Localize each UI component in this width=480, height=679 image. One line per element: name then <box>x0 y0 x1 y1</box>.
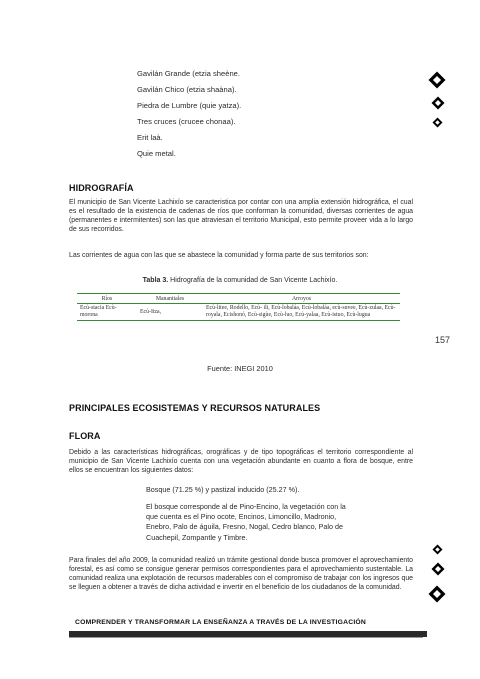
flora-paragraph: Debido a las características hidrográficas, orográficas y de tipo topográficas el territorio correspondiente al municipio de San Vicente Lachixío cuenta con una vegetación abundante en cuanto a flora de bosque, entre ellos se encuentran los siguientes datos: <box>69 449 413 474</box>
section-heading-ecosistemas: PRINCIPALES ECOSISTEMAS Y RECURSOS NATURALES <box>69 403 321 413</box>
diamond-ornament-icon <box>428 585 446 603</box>
table-caption <box>0 277 480 284</box>
flora-item: Bosque (71.25 %) y pastizal inducido (25.27 %). <box>146 485 300 494</box>
section-heading-hidrografia: HIDROGRAFÍA <box>69 183 134 193</box>
diamond-ornament-icon <box>431 562 445 576</box>
flora-paragraph-2: Para finales del año 2009, la comunidad realizó un trámite gestional donde busca promover el aprovechamiento forestal, es así como se consigue generar permisos correspondientes para el aprovechamiento sustentable. La comunidad realiza una explotación de recursos maderables con el compromiso de trabajar con los ingresos que se lleguen a obtener a través de dicha actividad e invertir en el beneficio de los ciudadanos de la comunidad. <box>69 557 413 591</box>
list-item: Quie metal. <box>137 149 176 158</box>
list-item: Tres cruces (crucee chonaa). <box>137 117 236 126</box>
list-item: Erit laà. <box>137 133 163 142</box>
hydrography-table <box>77 293 400 321</box>
hidrografia-paragraph-2: Las corrientes de agua con las que se abastece la comunidad y forma parte de sus territorios son: <box>69 252 369 259</box>
table-caption-text: Hidrografía de la comunidad de San Vicente Lachixío. <box>168 277 338 284</box>
diamond-ornament-icon <box>431 96 445 110</box>
table-cell-arroyos: Ecù-litee, Rodello, Ecù- ili, Ecù-lobaláa, Ecù-lobaláa, ecù-suvee, Ecù-zulaa, Ecù-royala, Ecishonó, Ecù-sigùe, Ecù-luo, Ecù-yalaa, Ecù-istuo, Ecù-lugua <box>203 304 400 321</box>
list-item: Piedra de Lumbre (quie yatza). <box>137 101 242 110</box>
flora-item: El bosque corresponde al de Pino-Encino, la vegetación con la que cuenta es el Pino ocote, Encinos, Limoncillo, Madronio, Enebro, Palo de águila, Fresno, Nogal, Cedro blanco, Palo de Cuachepil, Zompantle y Timbre. <box>146 502 346 542</box>
hidrografia-paragraph: El municipio de San Vicente Lachixío se caracteristica por contar con una amplia extensión hidrográfica, el cual es el resultado de la existencia de cadenas de ríos que conforman la comunidad, diversas corrientes de agua (permanentes e intermitentes) son las que atraviesan el territorio Municipal, esto permite proveer vida a lo largo de sus recorridos. <box>69 199 413 233</box>
diamond-ornament-icon <box>432 117 443 128</box>
table-header-row <box>77 294 400 304</box>
places-list <box>137 66 241 162</box>
page-number: 157 <box>435 335 451 345</box>
table-source: Fuente: INEGI 2010 <box>207 364 273 373</box>
diamond-ornament-icon <box>432 544 443 555</box>
table-cell-rios: Ecù-stacia Ecù-morona <box>77 304 137 321</box>
table-cell-manantiales: Ecù-Itza, <box>137 304 203 321</box>
table-row <box>77 304 400 321</box>
list-item: Gavilán Chico (etzia shaàna). <box>137 85 237 94</box>
page-footer: COMPRENDER Y TRANSFORMAR LA ENSEÑANZA A TRAVÉS DE LA INVESTIGACIÓN <box>75 619 367 626</box>
footer-rule-shadow <box>69 637 423 638</box>
list-item: Gavilán Grande (etzia sheène. <box>137 69 240 78</box>
diamond-ornament-icon <box>428 71 446 89</box>
table-header-arroyos: Arroyos <box>203 294 400 304</box>
section-heading-flora: FLORA <box>69 431 101 441</box>
table-header-rios: Ríos <box>77 294 137 304</box>
table-caption-label: Tabla 3. <box>142 277 169 284</box>
table-header-manantiales: Manantiales <box>137 294 203 304</box>
